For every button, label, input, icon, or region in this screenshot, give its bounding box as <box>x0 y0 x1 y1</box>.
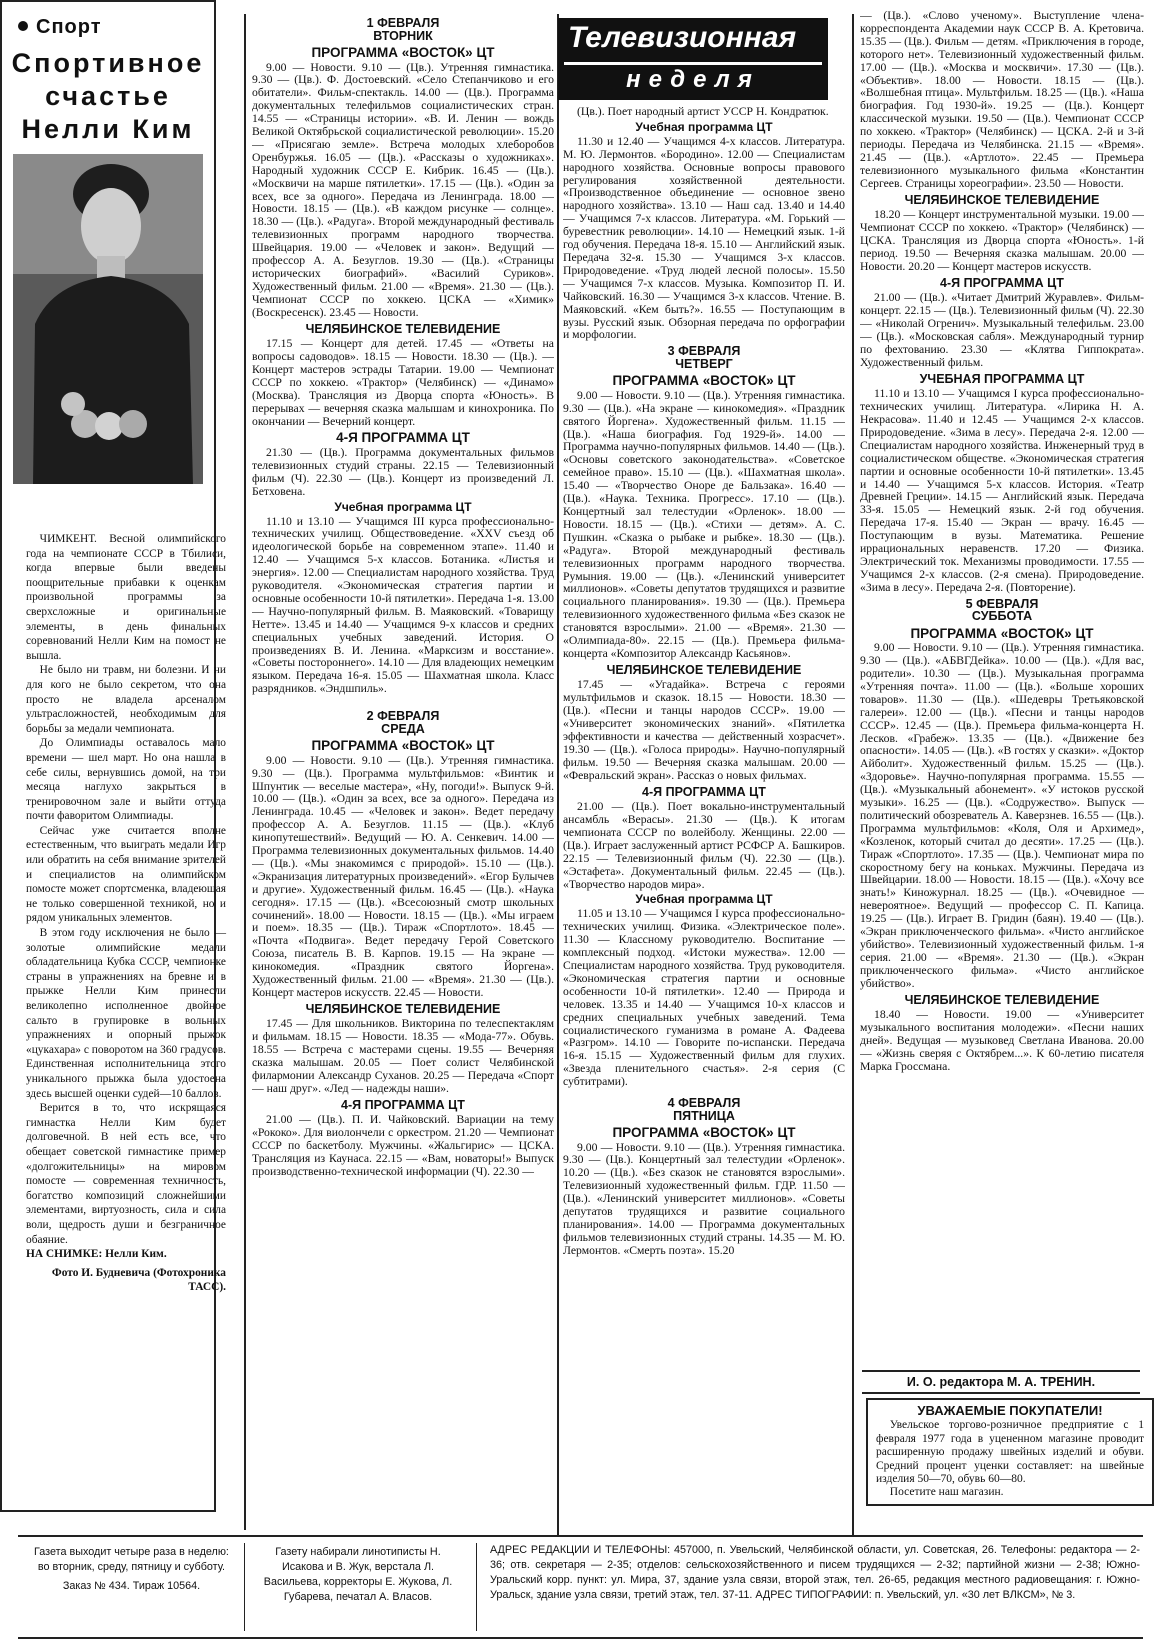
athlete-portrait-image <box>13 154 203 484</box>
schedule-text: 9.00 — Новости. 9.10 — (Цв.). Утренняя гимнастика. 9.30 — (Цв.). Ф. Достоевский. «Село Степанчиково и его обитатели». Фильм-спектакль. 14.00 — (Цв.). Программа документальных телефильмов социалистических стран. 14.55 — «Страницы истории». «В. И. Ленин — вождь Великой Октябрьской социалистической революции». 15.20 — «Присягаю земле». Встреча молодых хлеборобов Оренбуржья. 16.05 — (Цв.). «Рассказы о художниках». Народный художник СССР Е. Кибрик. 16.45 — (Цв.). «Москвичи на марше пятилетки». 17.15 — (Цв.). «Один за всех, все за одного». Передача из Ленинграда. 18.00 — Новости. 18.15 — (Цв.). «В каждом рисунке — солнце». 18.30 — (Цв.). «Радуга». Второй международный фестиваль телевизионных программ народного творчества. Швейцария. 19.00 — «Человек и закон». Ведущий — профессор А. А. Безуглов. 19.30 — (Цв.). «Страницы исторических биографий». «Василий Суриков». Художественный фильм. 21.00 — «Время». 21.30 — (Цв.). Чемпионат СССР по хоккею. ЦСКА — «Химик» (Воскресенск). 23.45 — Новости. <box>252 60 554 319</box>
article-body <box>26 532 226 1295</box>
channel-heading: ЧЕЛЯБИНСКОЕ ТЕЛЕВИДЕНИЕ <box>606 662 802 677</box>
photo-caption <box>26 1247 226 1262</box>
day-heading: 5 ФЕВРАЛЯ <box>965 596 1039 611</box>
typesetters-info: Газету набирали линотиписты Н. Исакова и В. Жук, верстала Л. Васильева, корректоры Е. Жукова, Л. Губарева, печатал А. Власов. <box>263 1546 453 1603</box>
rubric-label: Спорт <box>36 16 102 38</box>
schedule-text: 9.00 — Новости. 9.10 — (Цв.). Утренняя гимнастика. 9.30 — (Цв.). Программа мультфильмов: «Винтик и Шпунтик — веселые мастера», «Ну, погоди!». Выпуск 9-й. 10.00 — (Цв.). «Один за всех, все за одного». Передача из Ленинграда. 10.45 — «Человек и закон». Ведет передачу профессор А. А. Безуглов. 11.15 — (Цв.). «Клуб кинопутешествий». Ведущий — Ю. А. Сенкевич. 14.00 — Программа телевизионных документальных фильмов. 14.40 — (Цв.). «Мы знакомимся с природой». 15.10 — (Цв.). «Экранизация литературных произведений». «Егор Булычев и другие». Художественный фильм. 16.45 — (Цв.). «Наука сегодня». 17.15 — (Цв.). «Всесоюзный смотр школьных сочинений». 18.00 — Новости. 18.15 — (Цв.). «Мы играем и поем». 18.35 — (Цв.). Тираж «Спортлото». 18.45 — «Почта «Подвига». Ведет передачу Герой Советского Союза, писатель В. В. Карпов. 19.15 — На экране — кинокомедия. «Праздник святого Йоргена». Художественный фильм. 21.00 — «Время». 21.30 — (Цв.). Концерт мастеров искусств. 22.45 — Новости. <box>252 753 554 999</box>
schedule-text: 21.00 — (Цв.). Поет вокально-инструментальный ансамбль «Верасы». 21.30 — (Цв.). К итогам чемпионата СССР по волейболу. Женщины. 22.00 — (Цв.). Играет заслуженный артист РСФСР А. Башкиров. 22.15 — Телевизионный фильм (Ч). 22.30 — (Цв.). «Эстафета». Документальный фильм. 22.45 — (Цв.). «Творчество народов мира». <box>563 800 845 891</box>
program-heading: ПРОГРАММА «ВОСТОК» ЦТ <box>910 625 1094 641</box>
footer-divider <box>244 1543 245 1631</box>
channel-heading: 4-Я ПРОГРАММА ЦТ <box>336 430 470 446</box>
editor-line: И. О. редактора М. А. ТРЕНИН. <box>862 1370 1140 1394</box>
article-paragraph: В этом году исключения не было — золотые олимпийские медали обладательница Кубка СССР, чемпионке страны в упражнениях на бревне и в прыжке Нелли Ким принесли великолепно исполненное двойное сальто в групировке в вольных упражнениях и опорный прыжок «цукахара» с поворотом на 360 градусов. Единственная исполнительница этого уникального прыжка была удостоена здесь высшей оценки судей—10 баллов. <box>26 927 226 1100</box>
channel-heading: ЧЕЛЯБИНСКОЕ ТЕЛЕВИДЕНИЕ <box>904 992 1100 1007</box>
article-paragraph: ЧИМКЕНТ. Весной олимпийского года на чемпионате СССР в Тбилиси, когда впервые были введены поощрительные прибавки к оценкам произвольной программы за сверхсложные и оригинальные элементы, в день финальных соревнований Нелли Ким на помост не вышла. <box>26 533 226 662</box>
publication-info <box>34 1545 229 1594</box>
schedule-text: 21.00 — (Цв.). «Читает Дмитрий Журавлев». Фильм-концерт. 22.15 — (Цв.). Телевизионный фильм (Ч). 22.30 — «Николай Огренич». Музыкальный телефильм. 23.00 — (Цв.). «Московская сабля». Международный турнир по фехтованию. 23.30 — «Клятва Гиппократа». Художественный фильм. <box>860 291 1144 369</box>
day-name: ЧЕТВЕРГ <box>675 356 733 371</box>
schedule-text: 18.20 — Концерт инструментальной музыки. 19.00 — Чемпионат СССР по хоккею. «Трактор» (Челябинск) — ЦСКА. Трансляция из Дворца спорта «Юность». 1-й период. 19.50 — Вечерняя сказка малышам. 20.00 — Новости. 20.20 — Концерт мастеров искусств. <box>860 208 1144 273</box>
day-heading: 2 ФЕВРАЛЯ <box>366 709 440 724</box>
notice-tail: Посетите наш магазин. <box>889 1486 1004 1499</box>
schedule-text: (Цв.). Поет народный артист УССР Н. Кондратюк. <box>577 106 829 118</box>
day-name: СУББОТА <box>971 609 1033 624</box>
channel-heading: Учебная программа ЦТ <box>635 892 773 907</box>
schedule-text: 11.05 и 13.10 — Учащимся I курса профессионально-технических училищ. Физика. «Электрическое поле». 11.30 — Классному руководителю. Воспитание — комплексный подход. «Истоки мужества». 12.00 — Специалистам народного хозяйства. Труд руководителя. «Экономическая стратегия партии и основные особенности 10-й пятилетки». 12.40 — Природа и человек. 13.35 и 14.40 — Учащимся 10-х классов и средних специальных учебных заведений. Тема социалистического гуманизма в романе А. Фадеева «Разгром». 14.10 — Говорите по-испански. Передача 16-я. 15.15 — Художественный фильм для глухих. «Звезда пленительного счастья». 2-я серия (С субтитрами). <box>563 907 845 1089</box>
order-info: Заказ № 434. Тираж 10564. <box>62 1580 201 1592</box>
channel-heading: ЧЕЛЯБИНСКОЕ ТЕЛЕВИДЕНИЕ <box>305 321 501 336</box>
article-paragraph: Не было ни травм, ни болезни. И ни для кого не было секретом, что она просто не владела арсеналом ультрасложностей, необходимым для борьбы за медали чемпионата. <box>26 664 226 735</box>
schedule-text: 9.00 — Новости. 9.10 — (Цв.). Утренняя гимнастика. 9.30 — (Цв.). «На экране — кинокомедия». «Праздник святого Йоргена». Художественный фильм. 11.15 — (Цв.). «Наша биография. Год 1929-й». 14.00 — Программа научно-популярных фильмов. 14.40 — (Цв.). «Основы советского законодательства». «Советское семейное право». 15.10 — (Цв.). «Шахматная школа». 15.40 — «Творчество Оноре де Бальзака». 16.40 — (Цв.). «Наука. Техника. Прогресс». 17.10 — (Цв.). Концертный зал телестудии «Орленок». 18.00 — Новости. 18.15 — (Цв.). «Стихи — детям». А. С. Пушкин. «Сказка о рыбаке и рыбке». 18.30 — (Цв.). «Радуга». Второй международный фестиваль телевизионных программ народного творчества. Румыния. 19.00 — (Цв.). «Ленинский университет миллионов». «Советы депутатов трудящихся и развитие социального планирования». 19.30 — (Цв.). Премьера телевизионного художественного фильма «Без сказок не становятся взрослыми». 21.00 — «Время». 21.30 — «Олимпиада-80». 22.15 — (Цв.). Премьера фильма-концерта «Композитор Александр Касьянов». <box>563 388 845 660</box>
schedule-text: 9.00 — Новости. 9.10 — (Цв.). Утренняя гимнастика. 9.30 — (Цв.). Концертный зал телестудии «Орленок». 10.20 — (Цв.). «Без сказок не становятся взрослыми». Телевизионный художественный фильм. ГДР. 11.50 — (Цв.). «Ленинский университет миллионов». «Советы депутатов трудящихся и развитие социального планирования». 14.00 — Программа документальных фильмов телевизионных студий страны. 14.35 — М. Ю. Лермонтов. «Смерть поэта». 15.20 <box>563 1140 845 1257</box>
channel-heading: ЧЕЛЯБИНСКОЕ ТЕЛЕВИДЕНИЕ <box>904 192 1100 207</box>
tv-column-4 <box>860 10 1144 1368</box>
imprint-footer <box>18 1535 1143 1639</box>
program-heading: ПРОГРАММА «ВОСТОК» ЦТ <box>311 738 495 754</box>
tv-column-3 <box>563 106 845 1536</box>
tv-week-logo <box>558 18 828 100</box>
schedule-text: 17.45 — «Угадайка». Встреча с героями мультфильмов и сказок. 18.15 — Новости. 18.30 — (Цв.). «Песни и танцы народов СССР». 19.00 — «Университет экономических знаний». «Пятилетка эффективности и качества — действенный хозрасчет». 19.30 — (Цв.). «Голоса природы». Научно-популярный фильм. 19.50 — Вечерняя сказка малышам. 20.00 — «Февральский экран». Рассказ о новых фильмах. <box>563 678 845 782</box>
schedule-text: 17.15 — Концерт для детей. 17.45 — «Ответы на вопросы садоводов». 18.15 — Новости. 18.30 — (Цв.). — Концерт мастеров эстрады Татарии. 19.00 — Чемпионат СССР по хоккею. «Трактор» (Челябинск) — «Динамо» (Москва). Трансляция из Дворца спорта «Юность». В перерывах — вечерняя сказка малышам и кинохроника. По окончании — Вечерний концерт. <box>252 337 554 428</box>
channel-heading: ЧЕЛЯБИНСКОЕ ТЕЛЕВИДЕНИЕ <box>305 1001 501 1016</box>
column-divider <box>244 14 246 1530</box>
schedule-text: 21.00 — (Цв.). П. И. Чайковский. Вариации на тему «Рококо». Для виолончели с оркестром. 21.20 — Чемпионат СССР по баскетболу. Мужчины. «Жальгирис» — ЦСКА. Трансляция из Каунаса. 22.15 — «Вам, новаторы!» Выпуск производственно-технической информации (Ч). 22.30 — <box>252 1113 554 1178</box>
channel-heading: Учебная программа ЦТ <box>334 499 472 514</box>
notice-text: Увельское торгово-розничное предприятие с 1 февраля 1977 года в уцененном магазине проводит расширенную продажу швейных изделий и обуви. Средний процент уценки составляет: на швейные изделия 50—70, обувь 60—80. <box>876 1419 1144 1486</box>
photo-credit: Фото И. Будневича (Фотохроника ТАСС). <box>51 1266 226 1294</box>
caption-text: НА СНИМКЕ: Нелли Ким. <box>26 1248 167 1261</box>
column-divider <box>557 14 559 1536</box>
day-heading: 1 ФЕВРАЛЯ <box>366 16 440 30</box>
channel-heading: 4-Я ПРОГРАММА ЦТ <box>642 784 766 799</box>
day-name: ВТОРНИК <box>373 28 433 43</box>
day-heading: 3 ФЕВРАЛЯ <box>667 344 741 359</box>
article-paragraph: Верится в то, что искрящаяся гимнастка Нелли Ким будет долговечной. В ней есть все, что обещает советской гимнастике пример «долгожительницы» на мировом помосте — современная техничность, богатство композиций сложнейшими элементами, виртуозность, сила и сила воли, щедрость души и безграничное обаяние. <box>26 1102 226 1246</box>
article-title: Спортивное счастье Нелли Ким <box>11 48 205 144</box>
channel-heading: Учебная программа ЦТ <box>635 119 773 134</box>
day-heading: 4 ФЕВРАЛЯ <box>667 1096 741 1111</box>
channel-heading: 4-Я ПРОГРАММА ЦТ <box>341 1097 465 1112</box>
channel-heading: УЧЕБНАЯ ПРОГРАММА ЦТ <box>919 371 1085 386</box>
tv-column-2 <box>252 14 554 1536</box>
program-heading: ПРОГРАММА «ВОСТОК» ЦТ <box>311 45 495 60</box>
day-name: СРЕДА <box>381 721 425 736</box>
schedule-text: 17.45 — Для школьников. Викторина по телеспектаклям и фильмам. 18.15 — Новости. 18.35 — «Мода-77». Обувь. 18.55 — Встреча с мастерами сцены. 19.55 — Вечерняя сказка малышам. 20.05 — Поет солист Челябинской филармонии Александр Суханов. 20.25 — Передача «Спорт — наш друг». «Лед — надежды наши». <box>252 1017 554 1095</box>
channel-heading: 4-Я ПРОГРАММА ЦТ <box>940 275 1064 290</box>
schedule-text: 9.00 — Новости. 9.10 — (Цв.). Утренняя гимнастика. 9.30 — (Цв.). «АБВГДейка». 10.00 — (Цв.). «Для вас, родители». 10.30 — (Цв.). Музыкальная программа «Утренняя почта». 11.00 — (Цв.). «Больше хороших товаров». 11.30 — (Цв.). «Шедевры Третьяковской галереи». 12.00 — (Цв.). «Песни и танцы народов СССР». 12.45 — (Цв.). Премьера фильма-концерта Н. Лесков. «Грабеж». 13.35 — (Цв.). «Движение без опасности». 14.05 — (Цв.). «В гостях у сказки». «Доктор Айболит». Художественный фильм. 15.25 — (Цв.). «Здоровье». Научно-популярная программа. 15.55 — (Цв.). «Музыкальный абонемент». «У истоков русской музыки». 16.25 — (Цв.). «Содружество». Выпуск — политический обозреватель А. Каверзнев. 16.55 — (Цв.). Программа мультфильмов: «Коля, Оля и Архимед», «Козленок, который считал до десяти». 17.25 — (Цв.). Тираж «Спортлото». 17.35 — (Цв.). Чемпионат мира по скоростному бегу на коньках. Мужчины. Передача из Швейцарии. 18.00 — Новости. 18.15 — (Цв.). «Хочу все знать!» Киножурнал. 18.25 — (Цв.). «Очевидное — невероятное». Ведущий — профессор С. П. Капица. 19.25 — (Цв.). Играет В. Гридин (баян). 19.40 — (Цв.). «Экран приключенческого фильма». «Чисто английское убийство». Телевизионный художественный фильм. 1-я серия. 21.00 — «Время». 21.30 — (Цв.). «Экран приключенческого фильма». «Чисто английское убийство». <box>860 641 1144 990</box>
column-divider <box>852 14 854 1536</box>
article-paragraph: Сейчас уже считается вполне естественным, что выиграть медали Игр или обратить на себя внимание зрителей и специалистов на олимпийском помосте может спортсменка, владеющая не только совершенной техникой, но и рядом уникальных элементов. <box>26 824 226 925</box>
schedule-note: Газета выходит четыре раза в неделю: во вторник, среду, пятницу и субботу. <box>34 1546 229 1573</box>
schedule-text: 18.40 — Новости. 19.00 — «Университет музыкального воспитания молодежи». «Песни наших дней». Ведущая — музыковед Светлана Иванова. 20.00 — «Жизнь сверяя с Октябрем...». К 60-летию писателя Марка Гроссмана. <box>860 1008 1144 1073</box>
schedule-text: 11.30 и 12.40 — Учащимся 4-х классов. Литература. М. Ю. Лермонтов. «Бородино». 12.00 — Специалистам народного хозяйства. Основные вопросы правового регулирования хозяйственной деятельности. «Производственное объединение — основное звено народного хозяйства». 13.10 — Наш сад. 13.40 и 14.40 — Учащимся 7-х классов. Литература. «М. Горький — буревестник революции». 14.10 — Немецкий язык. 1-й год обучения. Передача 18-я. 15.10 — Английский язык. Передача 32-я. 15.30 — Учащимся 3-х классов. Природоведение. «Труд людей лесной полосы». 15.50 — Учащимся 7-х классов. Музыка. Композитор П. И. Чайковский. 16.30 — Учащимся 3-х классов. Чтение. В. Маяковский. «Кем быть?». 16.55 — Поступающим в вузы. Русский язык. Обзорная передача по орфографии и морфологии. <box>563 134 845 342</box>
program-heading: ПРОГРАММА «ВОСТОК» ЦТ <box>612 1125 796 1141</box>
schedule-text: 11.10 и 13.10 — Учащимся III курса профессионально-технических училищ. Обществоведение. «XXV съезд об идеологической борьбе на современном этапе». 11.40 и 12.40 — Учащимся 5-х классов. Ботаника. «Листья и энергия». 12.00 — Специалистам народного хозяйства. Труд руководителя. «Экономическая стратегия партии и основные особенности 10-й пятилетки». Передача 1-я. 13.00 — Научно-популярный фильм. В. Маяковский. «Товарищу Нетте». 13.45 и 14.40 — Учащимся 9-х классов и средних специальных учебных заведений. История. О произведениях В. И. Ленина. «Марксизм и восстание». «Советы постороннего». 14.10 — Для владеющих немецким языком. Передача 16-я. 15.05 — Шахматная школа. Класс разрядников. «Эндшпиль». <box>252 514 554 696</box>
article-paragraph: До Олимпиады оставалось мало времени — шел март. Но она нашла в себе силы, вернувшись домой, на три месяца наглухо закрыться в тренировочном зале и выйти оттуда почти фаворитом Олимпиады. <box>26 737 226 823</box>
logo-line-1: Телевизионная <box>568 21 797 54</box>
logo-line-2: неделя <box>564 62 822 95</box>
schedule-text: 21.30 — (Цв.). Программа документальных фильмов телевизионных студий страны. 22.15 — Телевизионный фильм (Ч). 22.30 — (Цв.). Концерт из произведений Л. Бетховена. <box>252 445 554 498</box>
store-notice <box>866 1398 1154 1506</box>
program-heading: ПРОГРАММА «ВОСТОК» ЦТ <box>612 373 796 389</box>
address-info: АДРЕС РЕДАКЦИИ И ТЕЛЕФОНЫ: 457000, п. Увельский, Челябинской области, ул. Советская, 26. Телефоны: редактора — 2-36; отв. секретаря — 2-35; отделов: сельскохозяйственного и писем трудящихся — 2-32; партийной жизни — 2-38; Южно-Уральский корр. пункт: ул. Мира, 37, здание узла связи, второй этаж, тел. 26-65, редакция местного радиовещания: г. Южно-Уральск, здание узла связи, третий этаж, тел. 37-11. АДРЕС ТИПОГРАФИИ: п. Увельский, ул. «30 лет ВЛКСМ», № 3. <box>490 1544 1140 1601</box>
athlete-photo <box>13 154 203 484</box>
footer-divider <box>476 1543 477 1631</box>
bullet-icon <box>18 21 28 31</box>
schedule-text: — (Цв.). «Слово ученому». Выступление члена-корреспондента Академии наук СССР В. А. Кретовича. 15.35 — (Цв.). Фильм — детям. «Приключения в городе, которого нет». Телевизионный художественный фильм. 17.00 — (Цв.). «Москва и москвичи». 17.30 — (Цв.). «Объектив». 18.00 — Новости. 18.15 — (Цв.). «Волшебная птица». Мультфильм. 18.25 — (Цв.). «Наша биография. Год 1930-й». 19.25 — (Цв.). Концерт классической музыки. 19.50 — (Цв.). Чемпионат СССР по хоккею. «Трактор» (Челябинск) — ЦСКА. 2-й и 3-й периоды. Передача из Челябинска. 21.15 — «Время». 21.45 — (Цв.). «Артлото». 22.45 — Премьера телевизионного музыкального фильма «Константин Сергеев. Страницы хореографии». 23.50 — Новости. <box>860 10 1144 190</box>
sport-rubric <box>18 16 214 39</box>
day-name: ПЯТНИЦА <box>673 1108 735 1123</box>
schedule-text: 11.10 и 13.10 — Учащимся I курса профессионально-технических училищ. Литература. «Лирика Н. А. Некрасова». 11.40 и 12.45 — Учащимся 2-х классов. Природоведение. «Зима в лесу». Передача 2-я. 12.00 — Специалистам народного хозяйства. Инженерный труд в социалистическом обществе. «Экономическая стратегия партии и основные особенности 10-й пятилетки». 13.45 и 14.40 — Учащимся 5-х классов. История. «Театр Древней Греции». 14.15 — Английский язык. Передача 33-я. 15.05 — Немецкий язык. 2-й год обучения. Передача 17-я. 15.40 — Экран — врачу. 16.45 — Поступающим в вузы. Математика. Решение иррациональных неравенств. 17.20 — Физика. Электрический ток. Механизмы проводимости. 17.55 — Учащимся 2-х классов. (2-я смена). Природоведение. «Зима в лесу». Передача 2-я. (Повторение). <box>860 387 1144 594</box>
notice-heading: УВАЖАЕМЫЕ ПОКУПАТЕЛИ! <box>917 1403 1103 1418</box>
